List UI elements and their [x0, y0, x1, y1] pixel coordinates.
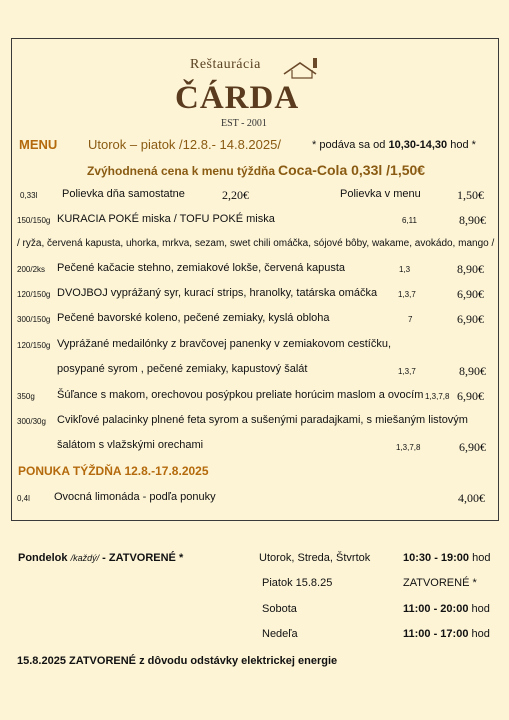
promo-product: Coca-Cola 0,33l /1,50€	[278, 162, 426, 178]
served-note-text: * podáva sa od	[312, 139, 386, 151]
promo-text: Zvýhodnená cena k menu týždňa	[87, 164, 276, 178]
soup-price: 2,20€	[222, 188, 249, 202]
item-allergens: 6,11	[402, 216, 417, 225]
brand-established: EST - 2001	[221, 118, 267, 129]
monday-note: /každý/	[70, 553, 100, 563]
item-name-continued: šalátom s vlažskými orechami	[57, 439, 204, 451]
weekly-size: 0,4l	[17, 494, 30, 503]
served-note	[312, 139, 476, 151]
item-allergens: 1,3,7	[398, 290, 416, 299]
item-price: 6,90€	[457, 312, 484, 326]
item-size: 300/150g	[17, 315, 51, 324]
item-allergens: 7	[408, 315, 413, 324]
item-name-continued: posypané syrom , pečené zemiaky, kapustový šalát	[57, 363, 308, 375]
hours-day: Sobota	[262, 603, 297, 615]
weekly-name: Ovocná limonáda - podľa ponuky	[54, 491, 216, 503]
weekly-title: PONUKA TÝŽDŇA 12.8.-17.8.2025	[18, 464, 209, 478]
item-size: 120/150g	[17, 290, 51, 299]
item-size: 300/30g	[17, 417, 46, 426]
item-price: 8,90€	[459, 213, 486, 227]
monday-hours	[18, 552, 183, 564]
weekly-price: 4,00€	[458, 491, 485, 505]
hours-suffix: hod	[471, 628, 490, 640]
hours-time-row	[403, 603, 490, 615]
item-price: 6,90€	[457, 389, 484, 403]
soup-menu-label: Polievka v menu	[340, 188, 421, 200]
hours-suffix: hod	[471, 603, 490, 615]
menu-period: Utorok – piatok /12.8.- 14.8.2025/	[88, 137, 281, 152]
item-note: / ryža, červená kapusta, uhorka, mrkva, sezam, swet chili omáčka, sójové bôby, wakame, avokádo, mango /	[17, 238, 495, 249]
brand-name: ČÁRDA	[175, 80, 300, 116]
served-suffix: hod *	[450, 139, 476, 151]
hours-status: ZATVORENÉ *	[403, 577, 477, 589]
hours-time-row	[403, 628, 490, 640]
monday-status: - ZATVORENÉ *	[102, 552, 184, 564]
item-price: 6,90€	[457, 287, 484, 301]
item-price: 8,90€	[457, 262, 484, 276]
item-size: 150/150g	[17, 216, 51, 225]
item-name: KURACIA POKÉ miska / TOFU POKÉ miska	[57, 213, 275, 225]
closure-note: 15.8.2025 ZATVORENÉ z dôvodu odstávky elektrickej energie	[17, 655, 338, 667]
item-name: Cvikľové palacinky plnené feta syrom a sušenými paradajkami, s miešaným listovým	[57, 414, 468, 426]
item-size: 350g	[17, 392, 35, 401]
item-size: 200/2ks	[17, 265, 46, 274]
item-allergens: 1,3,7,8	[425, 392, 450, 401]
item-size: 120/150g	[17, 341, 51, 350]
hours-day: Nedeľa	[262, 628, 298, 640]
soup-size: 0,33l	[20, 191, 38, 200]
brand-subtitle: Reštaurácia	[190, 57, 261, 72]
item-name: Vyprážané medailónky z bravčovej panenky v zemiakovom cestíčku,	[57, 338, 392, 350]
hours-time: 11:00 - 17:00	[403, 628, 469, 640]
item-price: 8,90€	[459, 364, 486, 378]
hours-time-row	[403, 552, 490, 564]
item-allergens: 1,3,7	[398, 367, 416, 376]
item-allergens: 1,3,7,8	[396, 443, 421, 452]
soup-name: Polievka dňa samostatne	[62, 188, 185, 200]
item-allergens: 1,3	[399, 265, 411, 274]
monday-label: Pondelok	[18, 552, 68, 564]
item-price: 6,90€	[459, 440, 486, 454]
item-name: DVOJBOJ vyprážaný syr, kurací strips, hranolky, tatárska omáčka	[57, 287, 378, 299]
served-hours: 10,30-14,30	[388, 139, 448, 151]
hours-suffix: hod	[472, 552, 491, 564]
hours-time: 10:30 - 19:00	[403, 552, 470, 564]
item-name: Šúľance s makom, orechovou posýpkou preliate horúcim maslom a ovocím	[57, 389, 424, 401]
item-name: Pečené kačacie stehno, zemiakové lokše, červená kapusta	[57, 262, 345, 274]
item-name: Pečené bavorské koleno, pečené zemiaky, kyslá obloha	[57, 312, 330, 324]
menu-label: MENU	[19, 137, 58, 152]
hours-day: Utorok, Streda, Štvrtok	[259, 552, 371, 564]
hours-time: 11:00 - 20:00	[403, 603, 469, 615]
hours-day: Piatok 15.8.25	[262, 577, 333, 589]
soup-menu-price: 1,50€	[457, 188, 484, 202]
